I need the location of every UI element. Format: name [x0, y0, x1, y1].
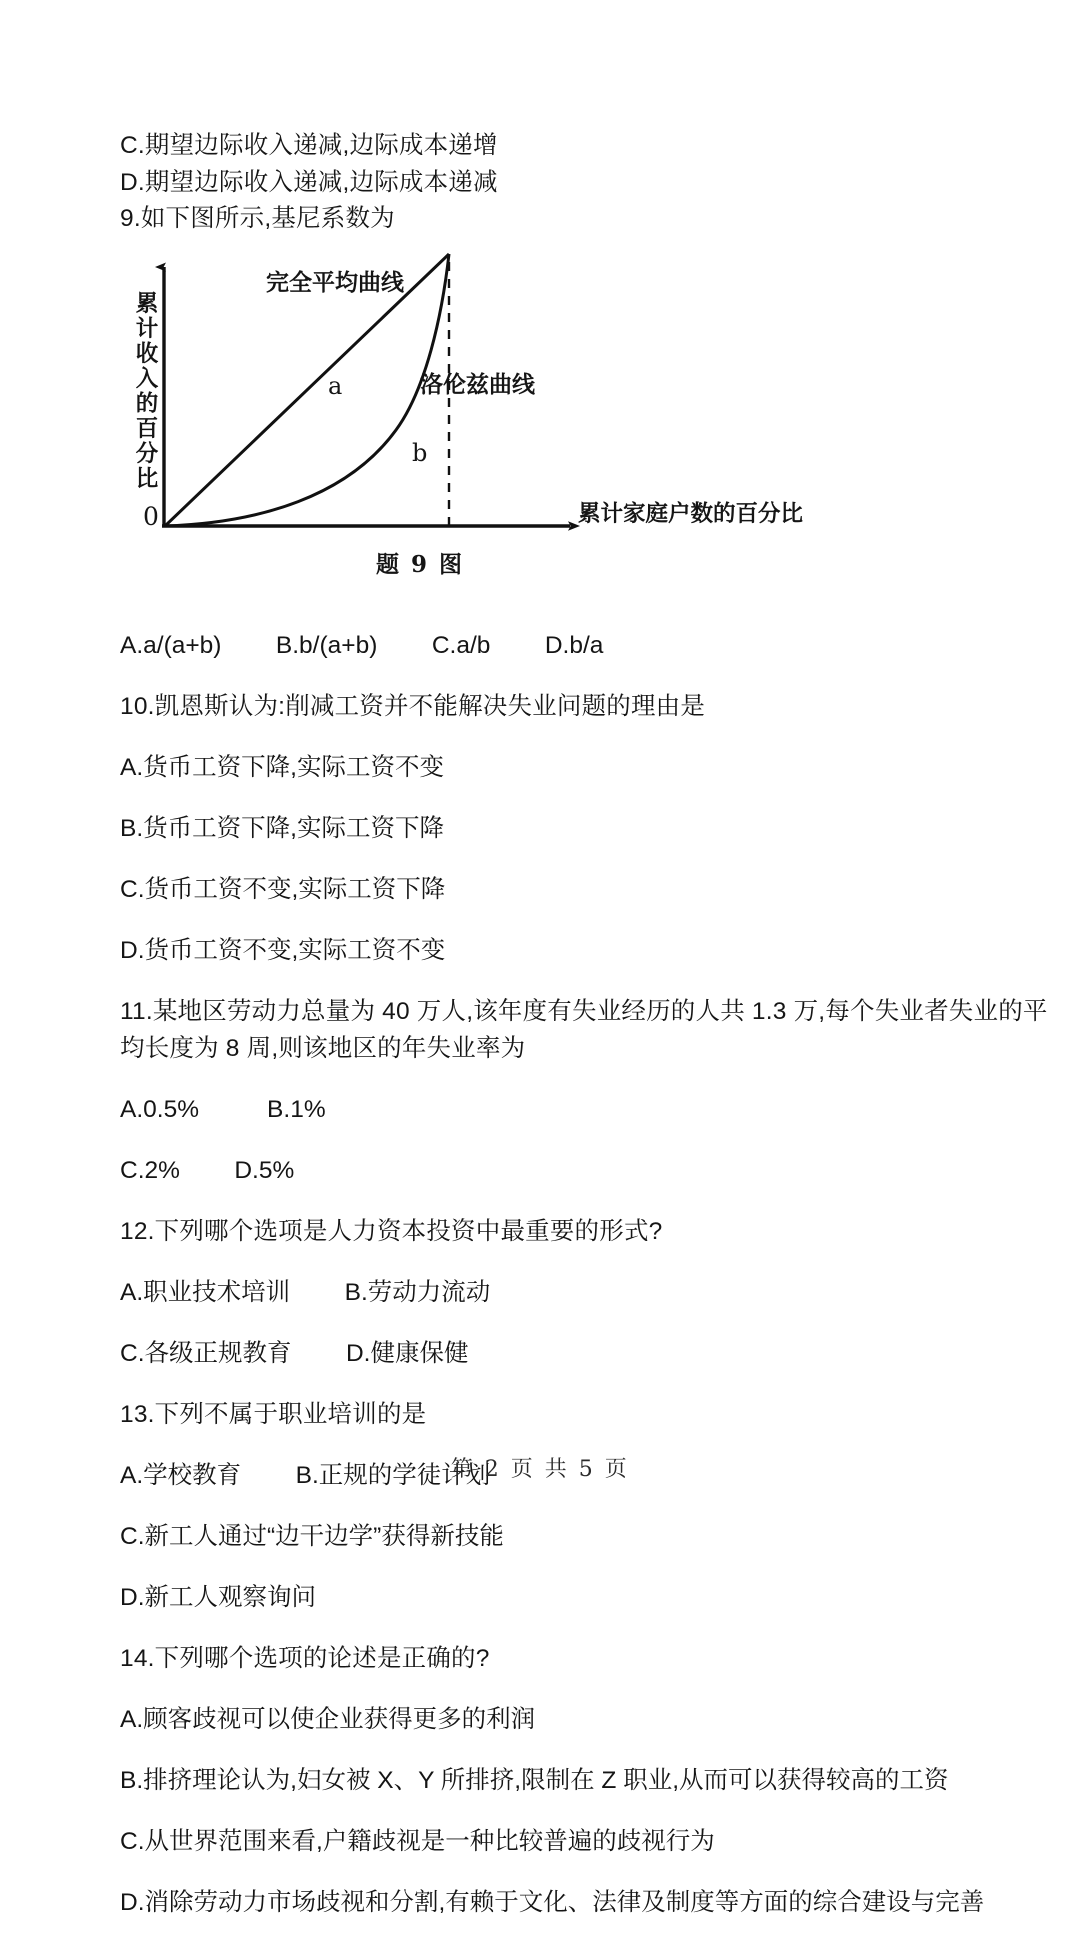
question-11-options-row-1: A.0.5% B.1% [120, 1095, 326, 1123]
lorenz-curve-figure [120, 244, 970, 604]
y-axis-label: 累计收入的百分比 [135, 290, 159, 492]
question-10-stem: 10.凯恩斯认为:削减工资并不能解决失业问题的理由是 [120, 693, 706, 720]
question-12-stem: 12.下列哪个选项是人力资本投资中最重要的形式? [120, 1217, 663, 1245]
question-13-options-row-1: A.学校教育 B.正规的学徒计划 [120, 1461, 491, 1489]
question-10-option-d: D.货币工资不变,实际工资不变 [120, 937, 446, 964]
question-14-option-d: D.消除劳动力市场歧视和分割,有赖于文化、法律及制度等方面的综合建设与完善 [120, 1888, 985, 1916]
question-9-options: A.a/(a+b) B.b/(a+b) C.a/b D.b/a [120, 632, 604, 659]
page-footer: 第 2 页 共 5 页 [450, 1457, 630, 1482]
question-10-option-c: C.货币工资不变,实际工资下降 [120, 876, 446, 903]
area-label-a: a [328, 371, 343, 400]
question-11-stem-line-1: 11.某地区劳动力总量为 40 万人,该年度有失业经历的人共 1.3 万,每个失业者失业的平 [120, 998, 1048, 1025]
area-label-b: b [412, 438, 428, 467]
question-13-options-row-2: C.新工人通过“边干边学”获得新技能 [120, 1522, 504, 1550]
question-14-option-c: C.从世界范围来看,户籍歧视是一种比较普遍的歧视行为 [120, 1827, 715, 1855]
question-11-stem-line-2: 均长度为 8 周,则该地区的年失业率为 [120, 1034, 526, 1062]
question-13-stem: 13.下列不属于职业培训的是 [120, 1400, 427, 1428]
question-10-option-a: A.货币工资下降,实际工资不变 [120, 754, 444, 781]
option-line-c-carryover: C.期望边际收入递减,边际成本递增 [120, 132, 498, 159]
x-axis-label: 累计家庭户数的百分比 [578, 500, 804, 527]
question-11-options-row-2: C.2% D.5% [120, 1156, 295, 1184]
lorenz-curve-label: 洛伦兹曲线 [420, 370, 535, 398]
option-line-d-carryover: D.期望边际收入递减,边际成本递减 [120, 168, 498, 196]
question-10-option-b: B.货币工资下降,实际工资下降 [120, 815, 444, 842]
question-14-stem: 14.下列哪个选项的论述是正确的? [120, 1644, 490, 1672]
equality-curve-label: 完全平均曲线 [266, 268, 404, 296]
question-12-options-row-2: C.各级正规教育 D.健康保健 [120, 1339, 469, 1367]
figure-caption: 题 9 图 [375, 550, 465, 578]
question-14-option-b: B.排挤理论认为,妇女被 X、Y 所排挤,限制在 Z 职业,从而可以获得较高的工资 [120, 1766, 949, 1794]
question-9-stem: 9.如下图所示,基尼系数为 [120, 205, 395, 232]
question-12-options-row-1: A.职业技术培训 B.劳动力流动 [120, 1278, 491, 1306]
question-14-option-a: A.顾客歧视可以使企业获得更多的利润 [120, 1705, 536, 1733]
question-13-options-row-3: D.新工人观察询问 [120, 1583, 316, 1611]
page-content [120, 128, 1048, 1946]
origin-label: 0 [143, 501, 159, 531]
